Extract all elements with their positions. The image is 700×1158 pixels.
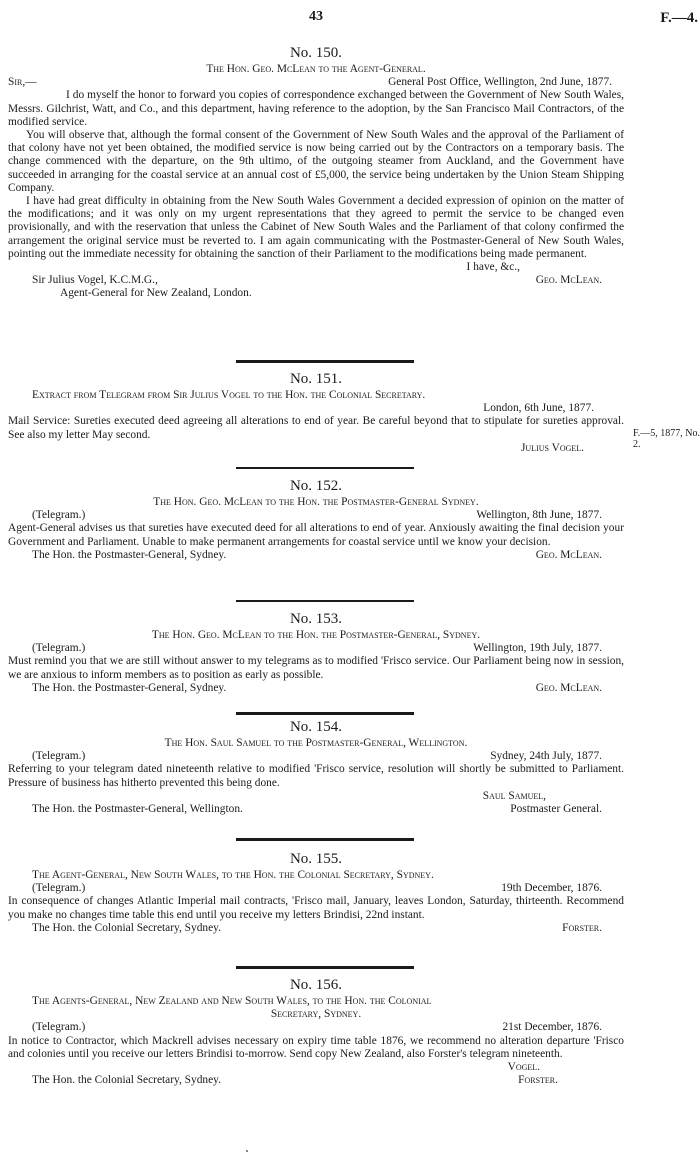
signature: Vogel. <box>507 1061 540 1074</box>
place-date: London, 6th June, 1877. <box>483 402 594 415</box>
signature-title: Postmaster General. <box>510 803 602 816</box>
place-date: Sydney, 24th July, 1877. <box>490 750 602 763</box>
letter-152 <box>8 477 624 562</box>
divider <box>236 838 414 841</box>
telegram-label: (Telegram.) <box>32 509 86 522</box>
place-date: Wellington, 19th July, 1877. <box>473 642 602 655</box>
telegram-label: (Telegram.) <box>32 750 86 763</box>
margin-reference: F.—5, 1877, No. 2. <box>633 428 700 450</box>
paragraph: I have had great difficulty in obtaining from the New South Wales Government a decided expression of opinion on the matter of the modifications; and it was only on my urgent representations that they agreed to permit the service to be changed even provisionally, and with the reservation that unless the Cabinet of New South Wales and the Parliament of that colony confirmed the arrangement the original service must be reverted to. I am again communicating with the Postmaster-General of New South Wales, pointing out the immediate necessity for obtaining the sanction of their Parliament to the modifications being made permanent. <box>8 195 624 260</box>
letter-154 <box>8 718 624 816</box>
letter-heading: The Hon. Geo. McLean to the Hon. the Postmaster-General Sydney. <box>153 496 479 508</box>
signature: Saul Samuel, <box>482 789 546 802</box>
signature: Forster. <box>518 1074 558 1087</box>
telegram-label: (Telegram.) <box>32 642 86 655</box>
letter-153 <box>8 610 624 695</box>
letter-number: No. 155. <box>289 851 343 867</box>
letter-150 <box>8 44 624 301</box>
signature: Geo. McLean. <box>535 274 602 287</box>
addressee: The Hon. the Postmaster-General, Sydney. <box>32 681 227 694</box>
divider <box>236 467 414 469</box>
series-reference: F.—4. <box>660 10 698 26</box>
letter-heading: Extract from Telegram from Sir Julius Vogel to the Hon. the Colonial Secretary. <box>32 389 426 401</box>
place-date: General Post Office, Wellington, 2nd June, 1877. <box>388 76 612 89</box>
addressee: The Hon. the Colonial Secretary, Sydney. <box>32 1074 221 1087</box>
letter-number: No. 151. <box>289 371 343 387</box>
signature: Geo. McLean. <box>535 548 602 561</box>
paragraph: You will observe that, although the formal consent of the Government of New South Wales and the approval of the Parliament of that colony have not yet been obtained, the modified service is now being carried out by the Contractors on a temporary basis. The change commenced with the departure, on the 9th ultimo, of the outgoing steamer from Auckland, and the Government have succeeded in arranging for the coastal service at an annual cost of £5,000, the service being undertaken by the Union Steam Shipping Company. <box>8 129 624 194</box>
page-mark <box>246 1150 248 1152</box>
letter-heading-cont: Secretary, Sydney. <box>270 1008 362 1021</box>
letter-number: No. 154. <box>289 719 343 735</box>
letter-number: No. 152. <box>289 478 343 494</box>
page-number: 43 <box>309 9 323 24</box>
addressee: The Hon. the Colonial Secretary, Sydney. <box>32 921 221 934</box>
paragraph: In consequence of changes Atlantic Imperial mail contracts, 'Frisco mail, January, leaves London, Saturday, thirteenth. Recommend you make no changes time table this end until you receive my letters Brindisi, 22nd instant. <box>8 895 624 921</box>
divider <box>236 600 414 602</box>
paragraph: Referring to your telegram dated nineteenth relative to modified 'Frisco service, resolution will shortly be submitted to Parliament. Pressure of business has hitherto prevented this being done. <box>8 763 624 789</box>
paragraph: In notice to Contractor, which Mackrell advises necessary on expiry time table 1876, we recommend no alteration departure 'Frisco and colonies until you receive our letters Brindisi to-morrow. Send copy New Zealand, also Forster's telegram nineteenth. <box>8 1034 624 1060</box>
letter-number: No. 150. <box>289 45 343 61</box>
addressee: The Hon. the Postmaster-General, Wellington. <box>32 803 243 816</box>
salutation: Sir,— <box>8 76 37 89</box>
divider <box>236 360 414 363</box>
letter-number: No. 156. <box>289 977 343 993</box>
letter-151 <box>8 370 624 455</box>
addressee-line: Agent-General for New Zealand, London. <box>60 287 252 300</box>
letter-heading: The Agents-General, New Zealand and New South Wales, to the Hon. the Colonial <box>32 995 432 1007</box>
telegram-label: (Telegram.) <box>32 1021 86 1034</box>
signature: Julius Vogel. <box>520 441 584 454</box>
paragraph: Must remind you that we are still without answer to my telegrams as to modified 'Frisco service. Our Parliament being now in session, we are anxious to inform members as to position as early as possible. <box>8 655 624 681</box>
signature: Geo. McLean. <box>535 681 602 694</box>
place-date: 21st December, 1876. <box>502 1021 602 1034</box>
closing: I have, &c., <box>466 261 520 274</box>
paragraph: I do myself the honor to forward you copies of correspondence exchanged between the Government of New South Wales, Messrs. Gilchrist, Watt, and Co., and this department, having reference to the adoption, by the San Francisco Mail Contractors, of the modified service. <box>8 89 624 128</box>
letter-heading: The Hon. Geo. McLean to the Agent-General. <box>206 63 426 75</box>
letter-number: No. 153. <box>289 611 343 627</box>
addressee: Sir Julius Vogel, K.C.M.G., <box>32 274 158 287</box>
telegram-label: (Telegram.) <box>32 882 86 895</box>
place-date: 19th December, 1876. <box>501 882 602 895</box>
paragraph: Agent-General advises us that sureties have executed deed for all alterations to end of year. Anxiously awaiting the final decision your Government and Parliament. Unable to make permanent arrangements for coastal service until we know your decision. <box>8 522 624 548</box>
divider <box>236 966 414 969</box>
divider <box>236 712 414 715</box>
letter-156 <box>8 976 624 1087</box>
paragraph: Mail Service: Sureties executed deed agreeing all alterations to end of year. Be careful beyond that to stipulate for sureties approval. See also my letter May second. <box>8 415 624 441</box>
letter-155 <box>8 850 624 935</box>
letter-heading: The Agent-General, New South Wales, to the Hon. the Colonial Secretary, Sydney. <box>32 869 434 881</box>
place-date: Wellington, 8th June, 1877. <box>476 509 602 522</box>
signature: Forster. <box>562 921 602 934</box>
addressee: The Hon. the Postmaster-General, Sydney. <box>32 548 227 561</box>
letter-heading: The Hon. Saul Samuel to the Postmaster-General, Wellington. <box>164 737 468 749</box>
letter-heading: The Hon. Geo. McLean to the Hon. the Postmaster-General, Sydney. <box>151 629 481 641</box>
